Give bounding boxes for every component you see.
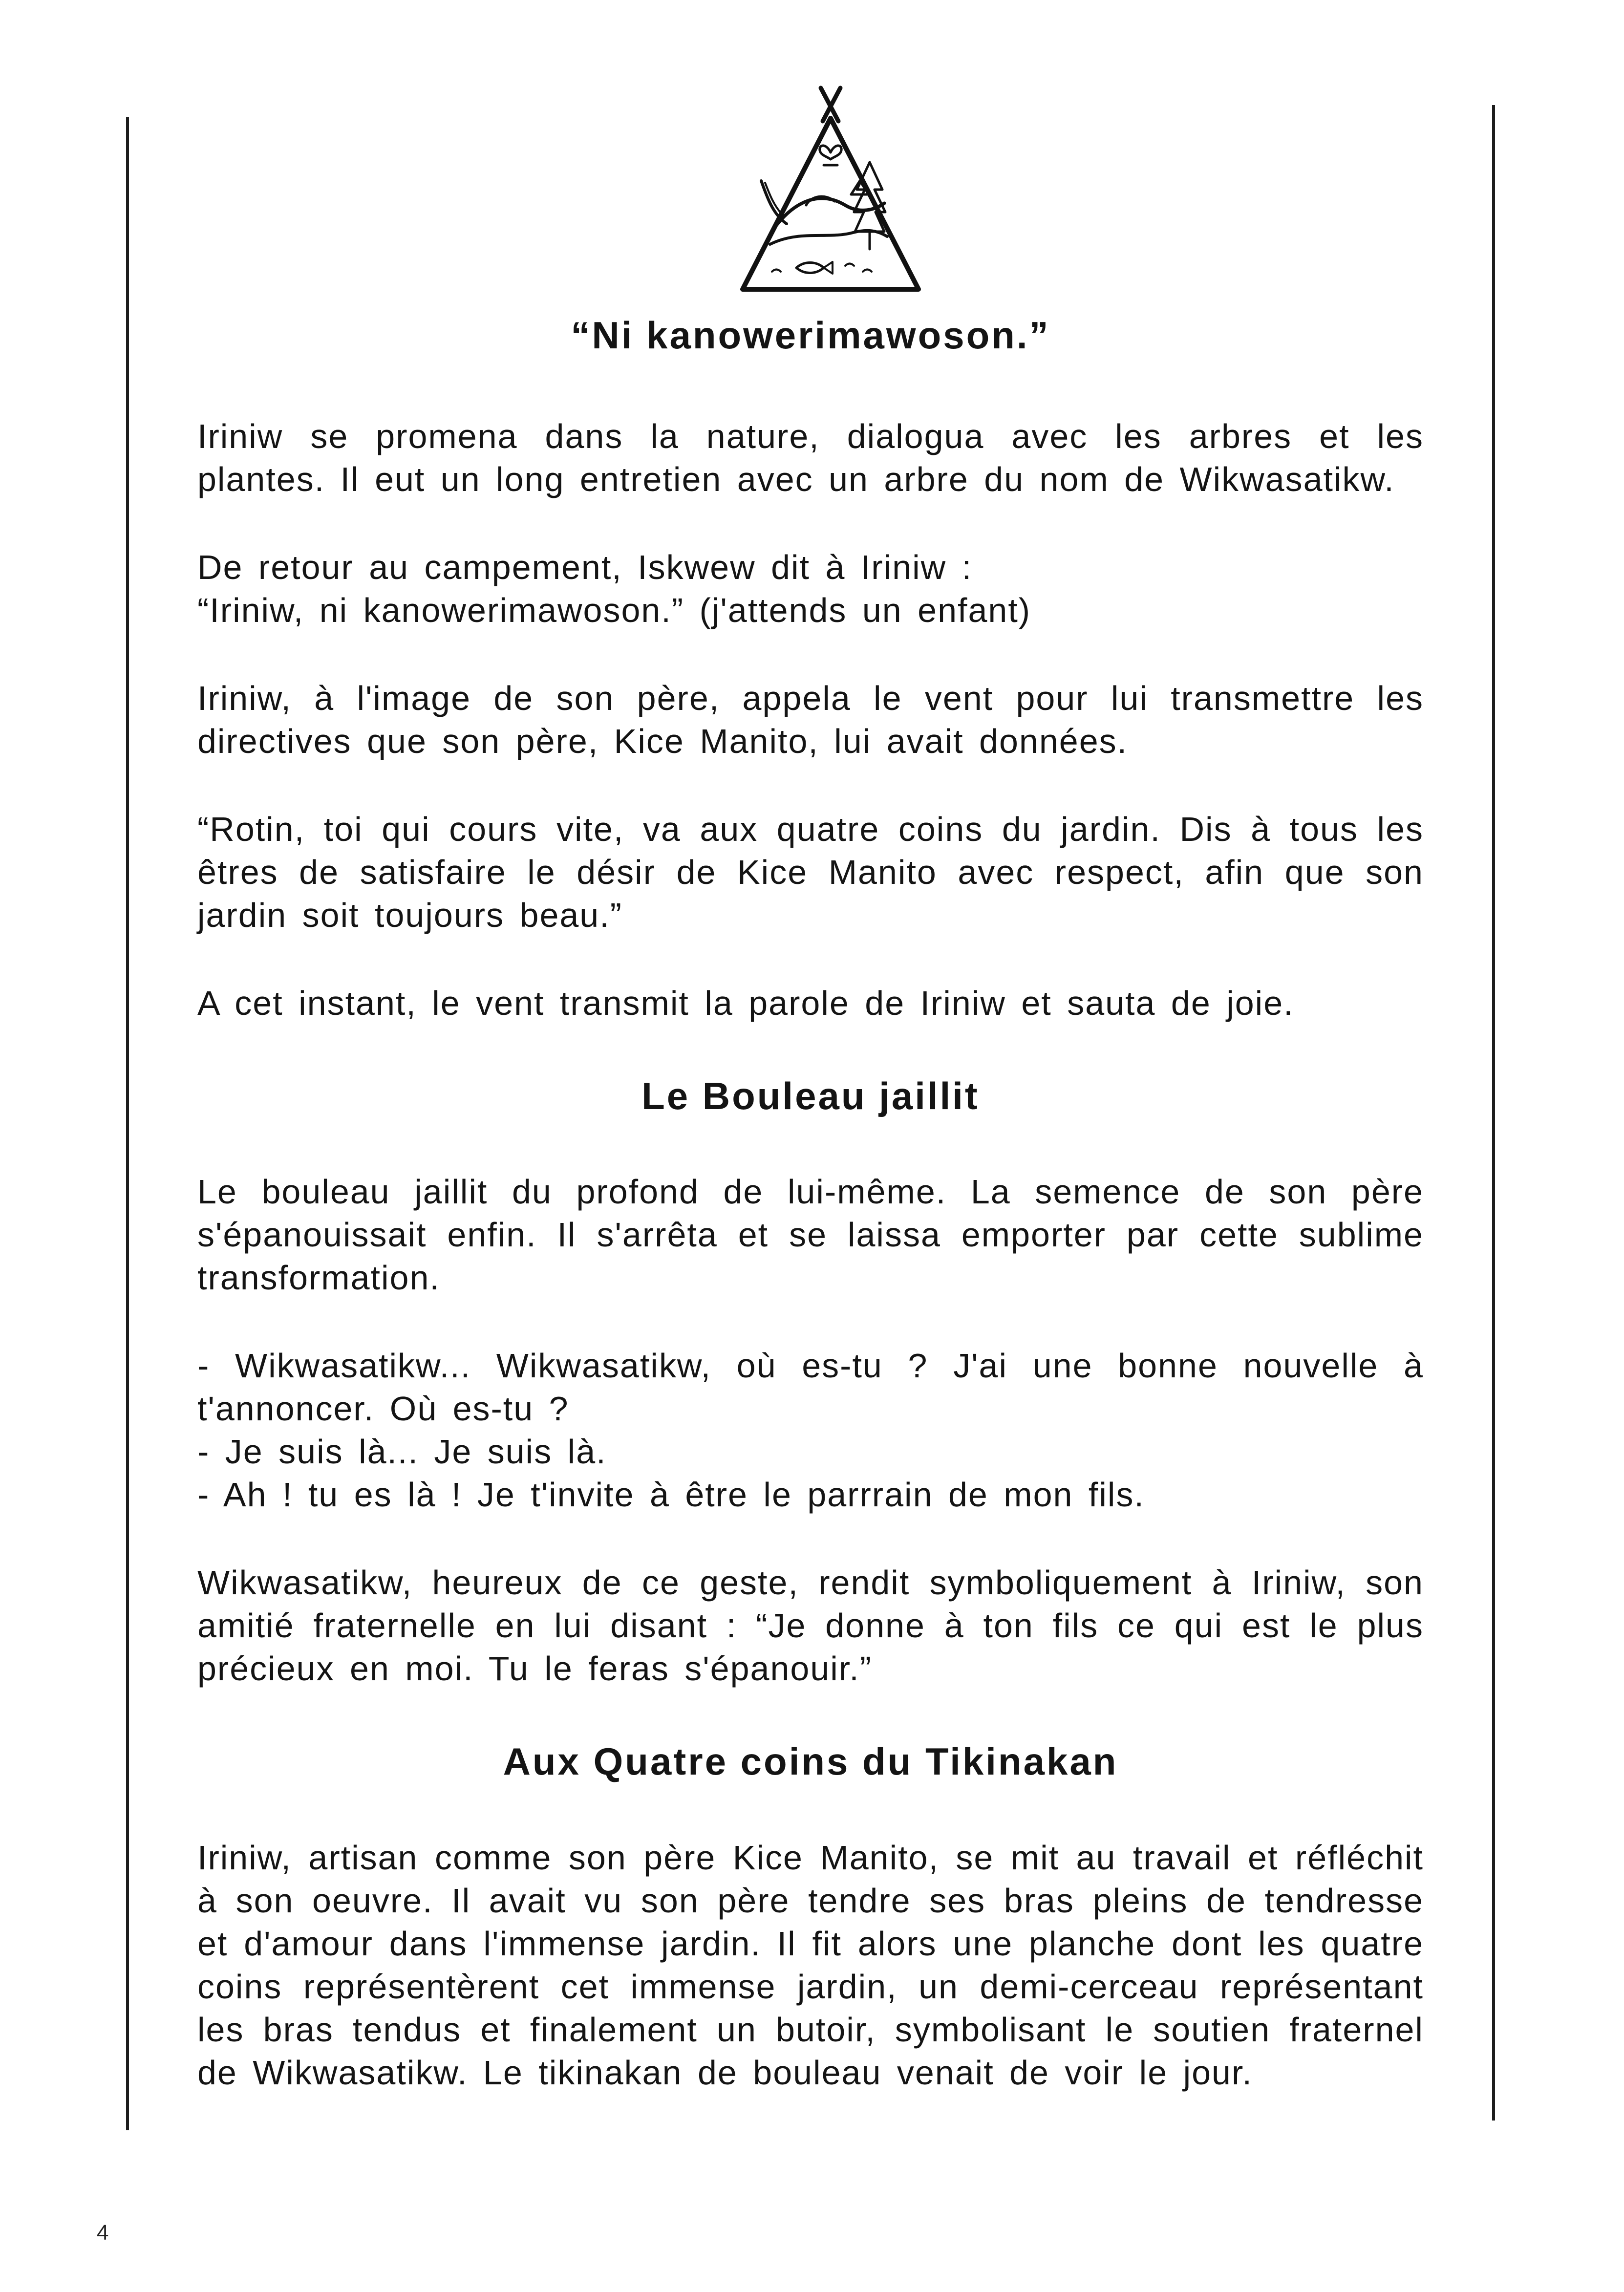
paragraph: Iriniw se promena dans la nature, dialogua avec les arbres et les plantes. Il eut un long entretien avec un arbre du nom de Wikwasatikw. xyxy=(197,417,1424,498)
paragraph: Wikwasatikw, heureux de ce geste, rendit symboliquement à Iriniw, son amitié fraternelle en lui disant : “Je donne à ton fils ce qui est le plus précieux en moi. Tu le feras s'épanouir.” xyxy=(197,1564,1424,1688)
text-line: De retour au campement, Iskwew dit à Iriniw : xyxy=(197,548,973,586)
page-content xyxy=(197,313,1424,2094)
paragraph: Le bouleau jaillit du profond de lui-même. La semence de son père s'épanouissait enfin. Il s'arrêta et se laissa emporter par cette sublime transformation. xyxy=(197,1173,1424,1297)
section-heading-le-bouleau-jaillit: Le Bouleau jaillit xyxy=(641,1074,980,1117)
paragraph: Iriniw, artisan comme son père Kice Manito, se mit au travail et réfléchit à son oeuvre. Il avait vu son père tendre ses bras pleins de tendresse et d'amour dans l'immense jardin. Il fit alors une planche dont les quatre coins représentèrent cet immense jardin, un demi-cerceau représentant les bras tendus et finalement un butoir, symbolisant le soutien fraternel de Wikwasatikw. Le tikinakan de bouleau venait de voir le jour. xyxy=(197,1838,1424,2092)
right-margin-rule xyxy=(1492,105,1495,2121)
section-heading-aux-quatre-coins: Aux Quatre coins du Tikinakan xyxy=(503,1740,1118,1783)
paragraph: Iriniw, à l'image de son père, appela le vent pour lui transmettre les directives que son père, Kice Manito, lui avait données. xyxy=(197,679,1424,760)
text-line: - Wikwasatikw... Wikwasatikw, où es-tu ? J'ai une bonne nouvelle à t'annoncer. Où es-tu ? xyxy=(197,1347,1424,1428)
left-margin-rule xyxy=(126,117,129,2130)
tipi-emblem-icon xyxy=(723,78,938,293)
dialogue-paragraph xyxy=(197,1344,1424,1516)
paragraph: A cet instant, le vent transmit la parole de Iriniw et sauta de joie. xyxy=(197,984,1294,1022)
text-line: - Je suis là... Je suis là. xyxy=(197,1433,607,1471)
text-line: - Ah ! tu es là ! Je t'invite à être le parrrain de mon fils. xyxy=(197,1476,1145,1514)
text-line: “Iriniw, ni kanowerimawoson.” (j'attends un enfant) xyxy=(197,591,1031,629)
paragraph xyxy=(197,546,1424,632)
page-number: 4 xyxy=(97,2221,109,2245)
section-heading-ni-kanowerimawoson: “Ni kanowerimawoson.” xyxy=(571,314,1050,357)
paragraph: “Rotin, toi qui cours vite, va aux quatre coins du jardin. Dis à tous les êtres de satisfaire le désir de Kice Manito avec respect, afin que son jardin soit toujours beau.” xyxy=(197,810,1424,934)
